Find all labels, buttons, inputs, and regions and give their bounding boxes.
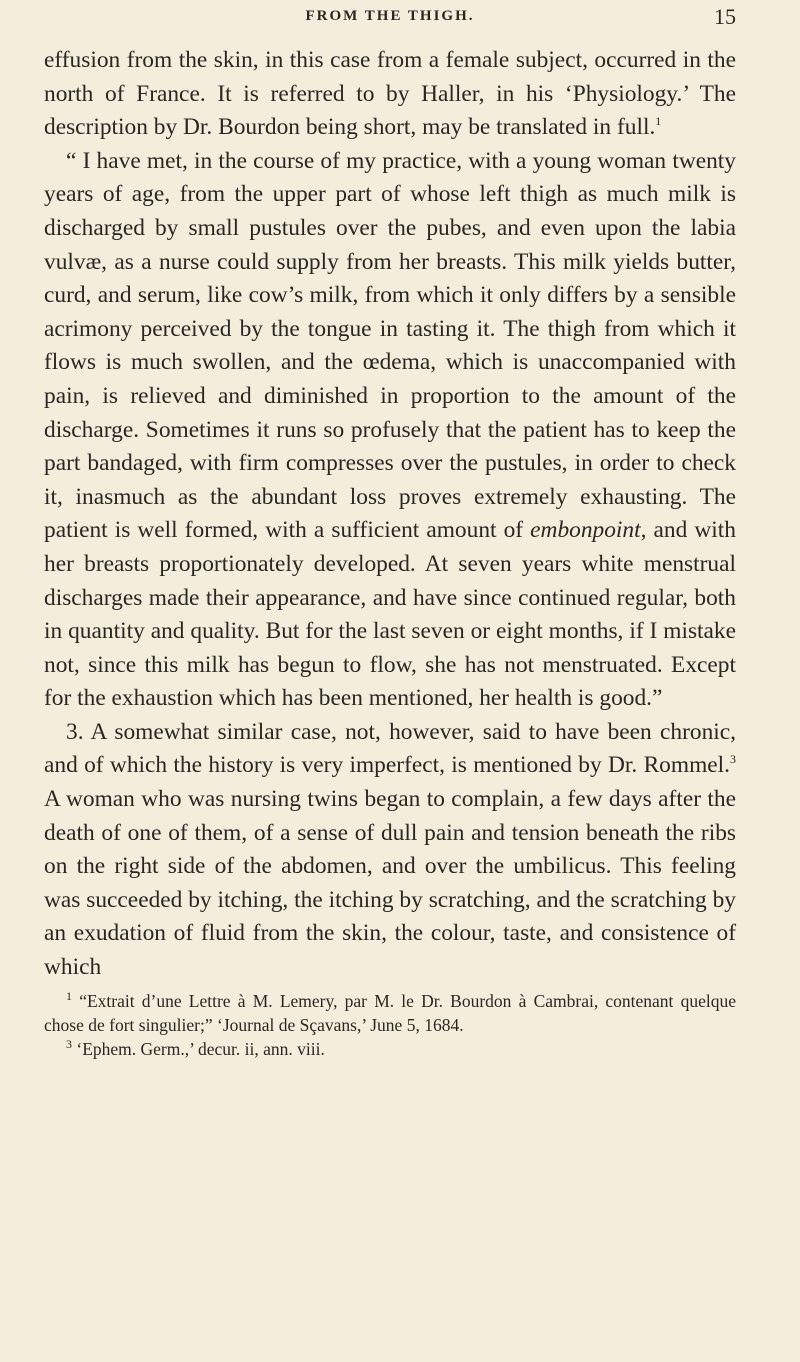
footnote-text: “Extrait d’une Lettre à M. Lemery, par M. le Dr. Bourdon à Cambrai, contenant quelque chose de fort singulier;” ‘Journal de Sçavans,’ June 5, 1684.	[44, 990, 736, 1035]
running-head	[44, 0, 736, 44]
page-number: 15	[714, 4, 736, 29]
paragraph-3-text-a: 3. A somewhat similar case, not, however, said to have been chronic, and of which the history is very imperfect, is mentioned by Dr. Rommel.	[44, 718, 736, 779]
paragraph-1-text: effusion from the skin, in this case from a female subject, occurred in the north of France. It is referred to by Haller, in his ‘Physiology.’ The description by Dr. Bourdon being short, may be translated in full.	[44, 47, 736, 141]
paragraph-1	[44, 44, 736, 145]
footnote-3	[44, 1037, 736, 1061]
footnotes	[44, 989, 736, 1061]
footnote-ref-3[interactable]: 3	[730, 752, 736, 767]
italic-term: embonpoint,	[530, 517, 647, 544]
paragraph-2-text-b: and with her breasts proportionately developed. At seven years white menstrual discharges made their appearance, and have since continued regular, both in quantity and quality. But for the last seven or eight months, if I mistake not, since this milk has begun to flow, she has not menstruated. Except for the exhaustion which has been mentioned, her health is good.”	[44, 517, 736, 712]
paragraph-2-text-a: “ I have met, in the course of my practice, with a young woman twenty years of age, from the upper part of whose left thigh as much milk is discharged by small pustules over the pubes, and even upon the labia vulvæ, as a nurse could supply from her breasts. This milk yields butter, curd, and serum, like cow’s milk, from which it only differs by a sensible acrimony perceived by the tongue in tasting it. The thigh from which it flows is much swollen, and the œdema, which is unaccompanied with pain, is relieved and diminished in proportion to the amount of the discharge. Sometimes it runs so profusely that the patient has to keep the part bandaged, with firm compresses over the pustules, in order to check it, inasmuch as the abundant loss proves extremely exhausting. The patient is well formed, with a sufficient amount of	[44, 147, 736, 544]
paragraph-3	[44, 716, 736, 985]
footnote-ref-1[interactable]: 1	[655, 114, 662, 129]
paragraph-3-text-b: A woman who was nursing twins began to complain, a few days after the death of one of them, of a sense of dull pain and tension beneath the ribs on the right side of the abdomen, and over the umbilicus. This feeling was succeeded by itching, the itching by scratching, and the scratching by an exudation of fluid from the skin, the colour, taste, and consistence of which	[44, 786, 736, 981]
footnote-1	[44, 989, 736, 1037]
running-title: FROM THE THIGH.	[305, 8, 475, 24]
footnote-text: ‘Ephem. Germ.,’ decur. ii, ann. viii.	[76, 1038, 325, 1059]
footnote-marker: 3	[66, 1036, 72, 1051]
body-text	[44, 44, 736, 985]
footnote-marker: 1	[66, 988, 72, 1003]
paragraph-2-quotation	[44, 145, 736, 716]
